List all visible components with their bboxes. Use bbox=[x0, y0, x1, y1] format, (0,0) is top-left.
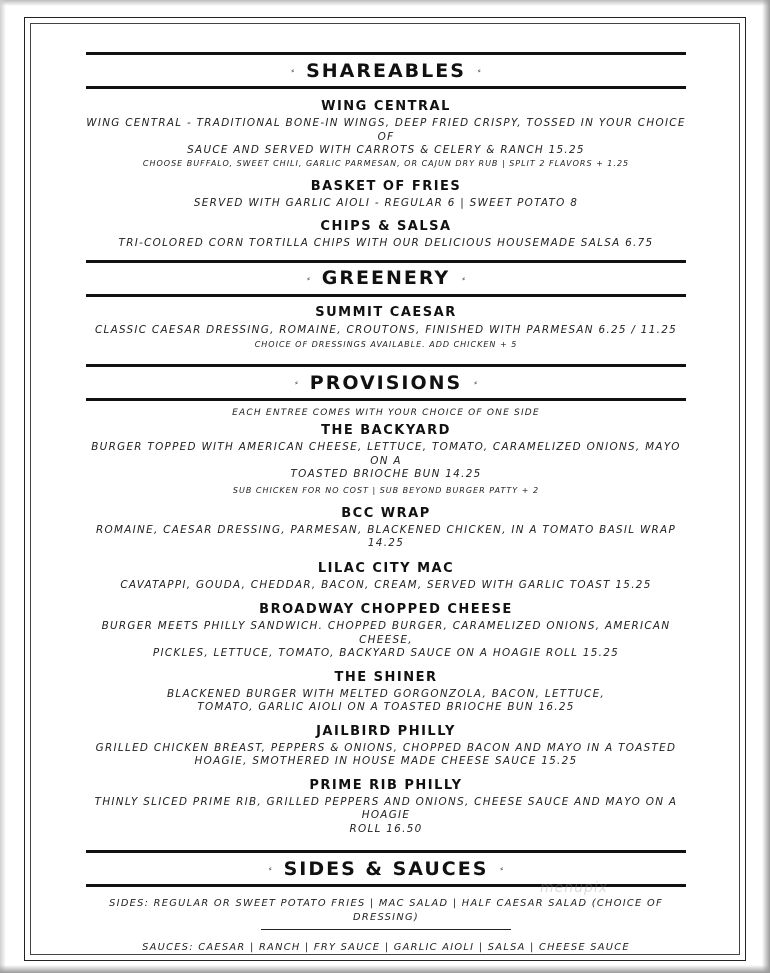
item-name: THE BACKYARD bbox=[321, 423, 451, 438]
item-description: BURGER TOPPED WITH AMERICAN CHEESE, LETTUCE, TOMATO, CARAMELIZED ONIONS, MAYO ON A bbox=[91, 441, 681, 467]
item-name: SUMMIT CAESAR bbox=[315, 304, 457, 320]
menu-item-wing-central bbox=[86, 99, 686, 170]
item-description: TRI-COLORED CORN TORTILLA CHIPS WITH OUR DELICIOUS HOUSEMADE SALSA 6.75 bbox=[118, 237, 654, 249]
section-title: PROVISIONS bbox=[309, 371, 463, 394]
ornament-right-icon: ⸗ bbox=[500, 864, 504, 873]
item-name: LILAC CITY MAC bbox=[317, 560, 455, 576]
section-header-provisions bbox=[86, 364, 686, 401]
ornament-right-icon: ⸗ bbox=[462, 273, 465, 283]
item-description: HOAGIE, SMOTHERED IN HOUSE MADE CHEESE SAUCE 15.25 bbox=[194, 755, 578, 767]
page-shadow-left bbox=[0, 0, 6, 973]
item-description: BURGER MEETS PHILLY SANDWICH. CHOPPED BURGER, CARAMELIZED ONIONS, AMERICAN CHEESE, bbox=[101, 620, 671, 646]
item-name: BCC WRAP bbox=[341, 505, 431, 521]
provisions-note: EACH ENTREE COMES WITH YOUR CHOICE OF ONE SIDE bbox=[232, 408, 540, 418]
ornament-left-icon: ⸗ bbox=[291, 66, 295, 75]
page-shadow-bottom bbox=[0, 965, 770, 973]
item-name: THE SHINER bbox=[334, 669, 438, 685]
sauces-list: SAUCES: CAESAR | RANCH | FRY SAUCE | GARLIC AIOLI | SALSA | CHEESE SAUCE bbox=[142, 942, 630, 953]
item-description: SAUCE AND SERVED WITH CARROTS & CELERY & RANCH 15.25 bbox=[187, 144, 585, 156]
item-name: PRIME RIB PHILLY bbox=[309, 777, 463, 793]
sides-list: SIDES: REGULAR OR SWEET POTATO FRIES | MAC SALAD | HALF CAESAR SALAD (CHOICE OF DRESSING) bbox=[109, 898, 663, 923]
item-description: CLASSIC CAESAR DRESSING, ROMAINE, CROUTONS, FINISHED WITH PARMESAN 6.25 / 11.25 bbox=[94, 323, 678, 336]
section-title: SIDES & SAUCES bbox=[283, 857, 489, 880]
ornament-left-icon: ⸗ bbox=[307, 273, 310, 283]
item-description: TOMATO, GARLIC AIOLI ON A TOASTED BRIOCHE BUN 16.25 bbox=[197, 701, 575, 713]
ornament-left-icon: ⸗ bbox=[268, 864, 272, 873]
watermark-text: menupix bbox=[540, 880, 609, 896]
page-shadow-top bbox=[0, 0, 770, 6]
ornament-left-icon: ⸗ bbox=[295, 378, 298, 387]
menu-item-prime-rib-philly bbox=[86, 778, 686, 837]
item-description: ROMAINE, CAESAR DRESSING, PARMESAN, BLACKENED CHICKEN, IN A TOMATO BASIL WRAP 14.25 bbox=[95, 523, 677, 549]
item-description: ROLL 16.50 bbox=[349, 822, 423, 835]
menu-item-basket-of-fries bbox=[86, 179, 686, 211]
item-description: SERVED WITH GARLIC AIOLI - REGULAR 6 | SWEET POTATO 8 bbox=[193, 196, 579, 209]
section-header-greenery bbox=[86, 260, 686, 297]
menu-item-summit-caesar bbox=[86, 305, 686, 352]
item-name: BROADWAY CHOPPED CHEESE bbox=[259, 602, 513, 617]
item-description: GRILLED CHICKEN BREAST, PEPPERS & ONIONS, CHOPPED BACON AND MAYO IN A TOASTED bbox=[95, 741, 677, 754]
menu-item-lilac-city-mac bbox=[86, 561, 686, 593]
menu-item-the-shiner bbox=[86, 670, 686, 715]
menu-item-broadway-chopped-cheese bbox=[86, 602, 686, 661]
section-header-shareables bbox=[86, 52, 686, 89]
menu-item-chips-salsa bbox=[86, 219, 686, 251]
menu-content bbox=[86, 52, 686, 955]
item-description: CAVATAPPI, GOUDA, CHEDDAR, BACON, CREAM, SERVED WITH GARLIC TOAST 15.25 bbox=[120, 578, 652, 591]
item-description: WING CENTRAL - TRADITIONAL BONE-IN WINGS, DEEP FRIED CRISPY, TOSSED IN YOUR CHOICE OF bbox=[86, 117, 686, 143]
section-title: SHAREABLES bbox=[306, 59, 466, 82]
section-title: GREENERY bbox=[321, 267, 451, 289]
item-name: BASKET OF FRIES bbox=[310, 178, 462, 194]
item-name: JAILBIRD PHILLY bbox=[316, 723, 456, 739]
item-description: TOASTED BRIOCHE BUN 14.25 bbox=[290, 468, 482, 480]
page-shadow-right bbox=[762, 0, 770, 973]
item-name: WING CENTRAL bbox=[321, 99, 451, 114]
item-description: PICKLES, LETTUCE, TOMATO, BACKYARD SAUCE ON A HOAGIE ROLL 15.25 bbox=[152, 647, 620, 659]
menu-item-jailbird-philly bbox=[86, 724, 686, 769]
item-description: THINLY SLICED PRIME RIB, GRILLED PEPPERS AND ONIONS, CHEESE SAUCE AND MAYO ON A HOAGIE bbox=[94, 795, 678, 821]
item-note: CHOICE OF DRESSINGS AVAILABLE. ADD CHICKEN + 5 bbox=[254, 340, 518, 349]
item-note: SUB CHICKEN FOR NO COST | SUB BEYOND BURGER PATTY + 2 bbox=[232, 485, 540, 495]
item-note: CHOOSE BUFFALO, SWEET CHILI, GARLIC PARMESAN, OR CAJUN DRY RUB | SPLIT 2 FLAVORS + 1.25 bbox=[142, 158, 630, 168]
item-name: CHIPS & SALSA bbox=[320, 219, 452, 234]
item-description: BLACKENED BURGER WITH MELTED GORGONZOLA, BACON, LETTUCE, bbox=[166, 687, 606, 700]
sides-divider bbox=[261, 929, 511, 930]
ornament-right-icon: ⸗ bbox=[474, 378, 477, 387]
menu-item-bcc-wrap bbox=[86, 506, 686, 551]
ornament-right-icon: ⸗ bbox=[477, 66, 481, 75]
menu-item-the-backyard bbox=[86, 423, 686, 497]
